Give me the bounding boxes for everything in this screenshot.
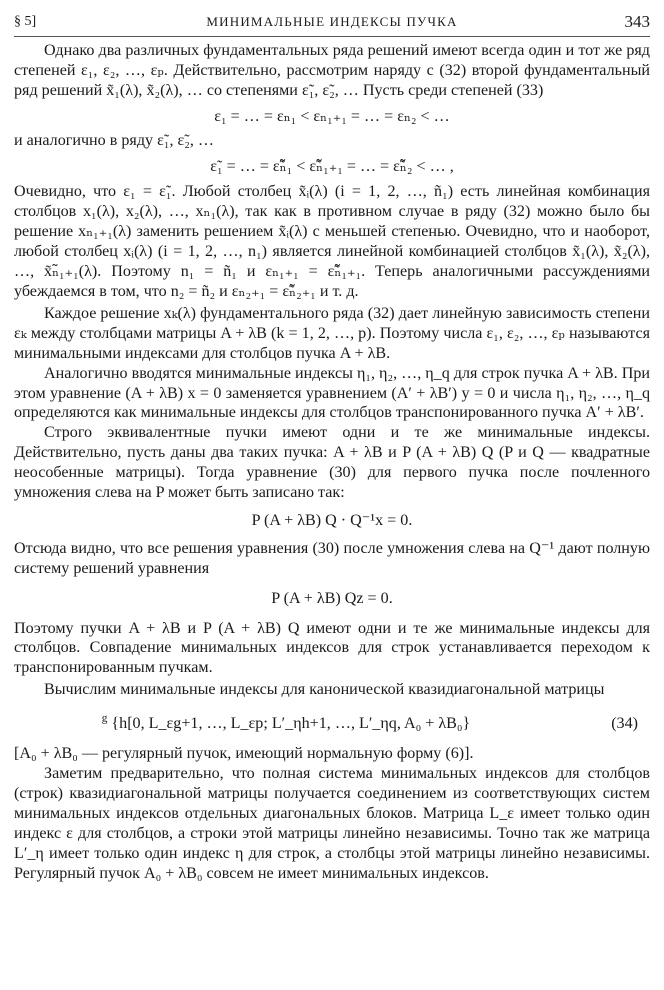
equation-34-superscript: g: [101, 712, 108, 725]
paragraph-3: Очевидно, что ε₁ = ε̃₁. Любой столбец x̃ᵢ(λ) (i = 1, 2, …, ñ₁) есть линейная комбинация столбцов x₁(λ), x₂(λ), …, xₙ₁(λ), так как в противном случае в ряду (32) можно было бы решение xₙ₁₊₁(λ) заменить решением x̃ᵢ(λ) с меньшей степенью. Очевидно, что и наоборот, любой столбец xᵢ(λ) (i = 1, 2, …, n₁) является линейной комбинацией столбцов x̃₁(λ), x̃₂(λ), …, x̃ₙ̃₁₊₁(λ). Поэтому n₁ = ñ₁ и εₙ₁₊₁ = ε̃ₙ̃₁₊₁. Теперь аналогичными рассуждениями убеждаемся в том, что n₂ = ñ₂ и εₙ₂₊₁ = ε̃ₙ̃₂₊₁ и т. д.: [14, 183, 650, 300]
paragraph-8: Поэтому пучки A + λB и P (A + λB) Q имеют одни и те же минимальные индексы для столбцов. Совпадение минимальных индексов для строк устанавливается переходом к транспонированным пучкам.: [14, 619, 650, 677]
equation-eps-tilde-chain: ε̃₁ = … = ε̃ₙ̃₁ < ε̃ₙ̃₁₊₁ = … = ε̃ₙ̃₂ < … ,: [210, 157, 454, 175]
running-title: МИНИМАЛЬНЫЕ ИНДЕКСЫ ПУЧКА: [206, 14, 458, 29]
paragraph-9: Вычислим минимальные индексы для канонической квазидиагональной матрицы: [44, 681, 605, 699]
paragraph-10: [A₀ + λB₀ — регулярный пучок, имеющий нормальную форму (6)].: [14, 745, 474, 763]
paragraph-11: Заметим предварительно, что полная система минимальных индексов для столбцов (строк) квазидиагональной матрицы получается соединением из соответствующих систем минимальных индексов отдельных диагональных блоков. Матрица L_ε имеет только один индекс ε для столбцов, а строки этой матрицы линейно независимы. Точно так же матрица L′_η имеет только один индекс η для строк, а столбцы этой матрицы линейно независимы. Регулярный пучок A₀ + λB₀ совсем не имеет минимальных индексов.: [14, 765, 650, 882]
equation-34-text: {h[0, L_εg+1, …, L_εp; L′_ηh+1, …, L′_ηq, A₀ + λB₀}: [111, 715, 471, 733]
equation-34-body: [14, 714, 558, 734]
paragraph-4: Каждое решение xₖ(λ) фундаментального ряда (32) дает линейную зависимость степени εₖ между столбцами матрицы A + λB (k = 1, 2, …, p). Поэтому числа ε₁, ε₂, …, εₚ называются минимальными индексами для столбцов пучка A + λB.: [14, 304, 650, 362]
page-body: [14, 41, 650, 883]
equation-pq: P (A + λB) Q · Q⁻¹x = 0.: [251, 511, 413, 529]
header-rule: [14, 36, 650, 37]
paragraph-2: и аналогично в ряду ε̃₁, ε̃₂, …: [14, 131, 215, 149]
running-header: [14, 12, 650, 34]
page-number: 343: [624, 12, 650, 31]
section-ref: § 5]: [14, 14, 37, 29]
paragraph-6: Строго эквивалентные пучки имеют одни и те же минимальные индексы. Действительно, пусть даны два таких пучка: A + λB и P (A + λB) Q (P и Q — квадратные неособенные матрицы). Тогда уравнение (30) для первого пучка после почленного умножения слева на P может быть записано так:: [14, 424, 650, 502]
paragraph-5: Аналогично вводятся минимальные индексы η₁, η₂, …, η_q для строк пучка A + λB. При этом уравнение (A + λB) x = 0 заменяется уравнением (A′ + λB′) y = 0 и числа η₁, η₂, …, η_q определяются как минимальные индексы для столбцов транспонированного пучка A′ + λB′.: [14, 364, 650, 422]
equation-34-tag: (34): [611, 715, 638, 733]
equation-pqz: P (A + λB) Qz = 0.: [271, 589, 393, 607]
equation-eps-chain: ε₁ = … = εₙ₁ < εₙ₁₊₁ = … = εₙ₂ < …: [214, 107, 450, 125]
paragraph-7: Отсюда видно, что все решения уравнения (30) после умножения слева на Q⁻¹ дают полную систему решений уравнения: [14, 539, 650, 577]
equation-34: [14, 714, 650, 734]
paragraph-1: Однако два различных фундаментальных ряда решений имеют всегда один и тот же ряд степеней ε₁, ε₂, …, εₚ. Действительно, рассмотрим наряду с (32) второй фундаментальный ряд решений x̃₁(λ), x̃₂(λ), … со степенями ε̃₁, ε̃₂, … Пусть среди степеней (33): [14, 42, 650, 99]
